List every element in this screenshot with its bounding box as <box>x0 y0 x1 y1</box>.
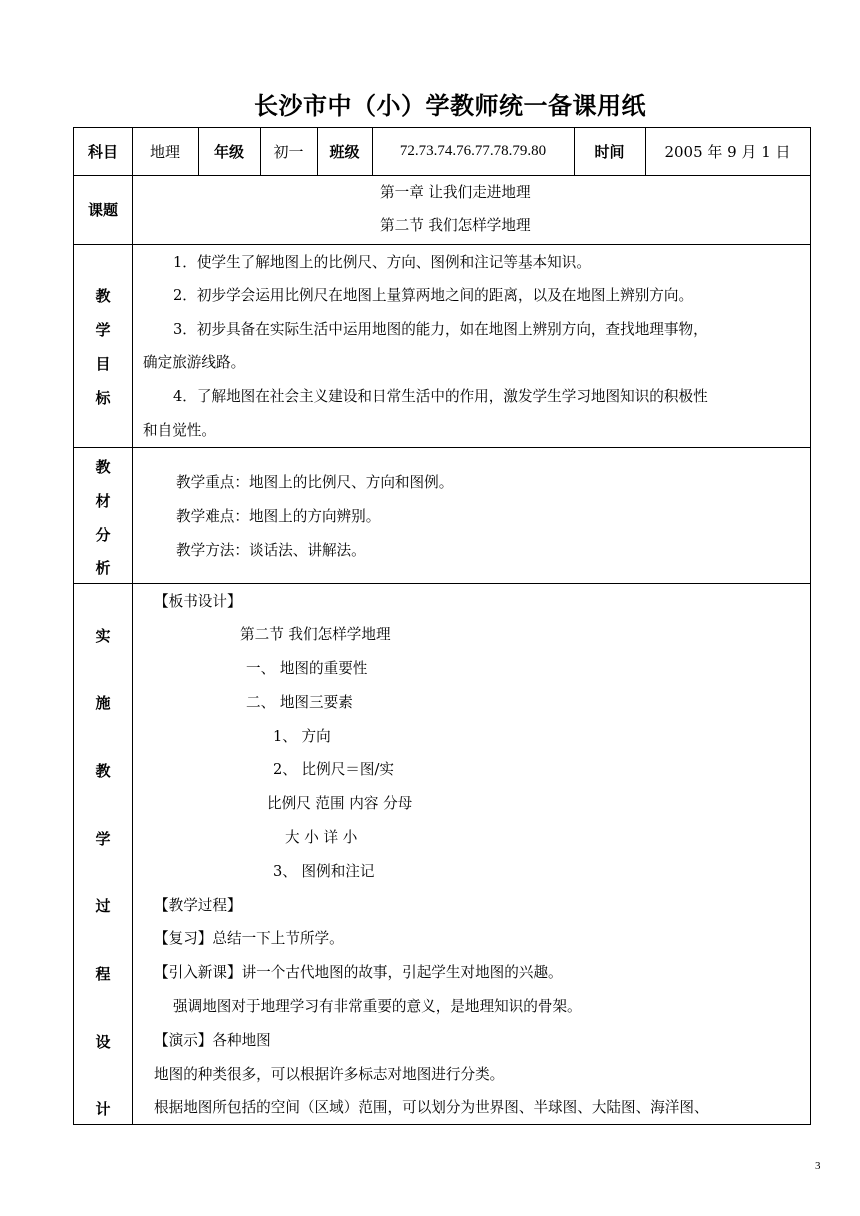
board-design-heading: 【板书设计】 <box>154 593 242 610</box>
analysis-label-char: 分 <box>95 526 111 544</box>
objective-item-cont: 确定旅游线路。 <box>143 354 246 371</box>
process-label-char: 实 <box>95 627 111 645</box>
process-step: 强调地图对于地理学习有非常重要的意义，是地理知识的骨架。 <box>173 998 582 1015</box>
subject-value: 地理 <box>149 143 180 161</box>
analysis-label-char: 析 <box>95 559 111 577</box>
objective-item-cont: 和自觉性。 <box>143 422 216 439</box>
analysis-label-char: 教 <box>95 458 111 476</box>
board-section-title: 第二节 我们怎样学地理 <box>240 626 391 643</box>
row-divider <box>74 447 810 448</box>
analysis-key-point: 教学重点：地图上的比例尺、方向和图例。 <box>176 474 454 491</box>
topic-chapter: 第一章 让我们走进地理 <box>380 184 531 201</box>
objectives-label-char: 标 <box>95 389 111 407</box>
grade-value: 初一 <box>273 143 304 161</box>
process-label-char: 教 <box>95 762 111 780</box>
row-divider <box>74 583 810 584</box>
objectives-label-char: 教 <box>95 287 111 305</box>
process-step: 【复习】总结一下上节所学。 <box>154 930 344 947</box>
process-heading: 【教学过程】 <box>154 897 242 914</box>
process-step: 根据地图所包括的空间（区域）范围，可以划分为世界图、半球图、大陆图、海洋图、 <box>154 1099 709 1116</box>
objectives-label-char: 目 <box>95 355 111 373</box>
subject-label: 科目 <box>87 143 118 161</box>
board-subpoint: 1、 方向 <box>273 728 331 745</box>
analysis-label-char: 材 <box>95 492 111 510</box>
lesson-plan-table <box>73 127 811 1125</box>
class-value: 72.73.74.76.77.78.79.80 <box>399 143 547 159</box>
board-point: 一、 地图的重要性 <box>246 660 368 677</box>
analysis-method: 教学方法：谈话法、讲解法。 <box>176 542 366 559</box>
board-scale-values: 大 小 详 小 <box>285 829 358 846</box>
objective-item: 4．了解地图在社会主义建设和日常生活中的作用，激发学生学习地图知识的积极性 <box>173 388 708 405</box>
process-label-char: 施 <box>95 694 111 712</box>
row-divider <box>74 175 810 176</box>
class-label: 班级 <box>329 143 360 161</box>
grade-label: 年级 <box>213 143 244 161</box>
board-point: 二、 地图三要素 <box>246 694 353 711</box>
board-subpoint: 2、 比例尺＝图/实 <box>273 761 394 778</box>
page-number: 3 <box>815 1160 821 1172</box>
topic-label: 课题 <box>87 201 118 219</box>
time-label: 时间 <box>594 143 625 161</box>
board-subpoint: 3、 图例和注记 <box>273 863 375 880</box>
process-label-char: 程 <box>95 965 111 983</box>
process-label-char: 计 <box>95 1100 111 1118</box>
topic-section: 第二节 我们怎样学地理 <box>380 217 531 234</box>
objective-item: 2．初步学会运用比例尺在地图上量算两地之间的距离，以及在地图上辨别方向。 <box>173 287 694 304</box>
objective-item: 1．使学生了解地图上的比例尺、方向、图例和注记等基本知识。 <box>173 254 591 271</box>
label-column-divider <box>132 128 133 1124</box>
time-value: 2005 年 9 月 1 日 <box>664 143 791 161</box>
process-label-char: 学 <box>95 830 111 848</box>
process-label-char: 设 <box>95 1033 111 1051</box>
board-scale-header: 比例尺 范围 内容 分母 <box>267 795 413 812</box>
process-label-char: 过 <box>95 897 111 915</box>
page-title: 长沙市中（小）学教师统一备课用纸 <box>254 92 646 120</box>
objectives-label-char: 学 <box>95 321 111 339</box>
process-step: 【演示】各种地图 <box>154 1032 271 1049</box>
process-step: 【引入新课】讲一个古代地图的故事，引起学生对地图的兴趣。 <box>154 964 563 981</box>
objective-item: 3．初步具备在实际生活中运用地图的能力，如在地图上辨别方向，查找地理事物， <box>173 321 708 338</box>
row-divider <box>74 244 810 245</box>
process-step: 地图的种类很多，可以根据许多标志对地图进行分类。 <box>154 1066 505 1083</box>
analysis-difficulty: 教学难点：地图上的方向辨别。 <box>176 508 381 525</box>
